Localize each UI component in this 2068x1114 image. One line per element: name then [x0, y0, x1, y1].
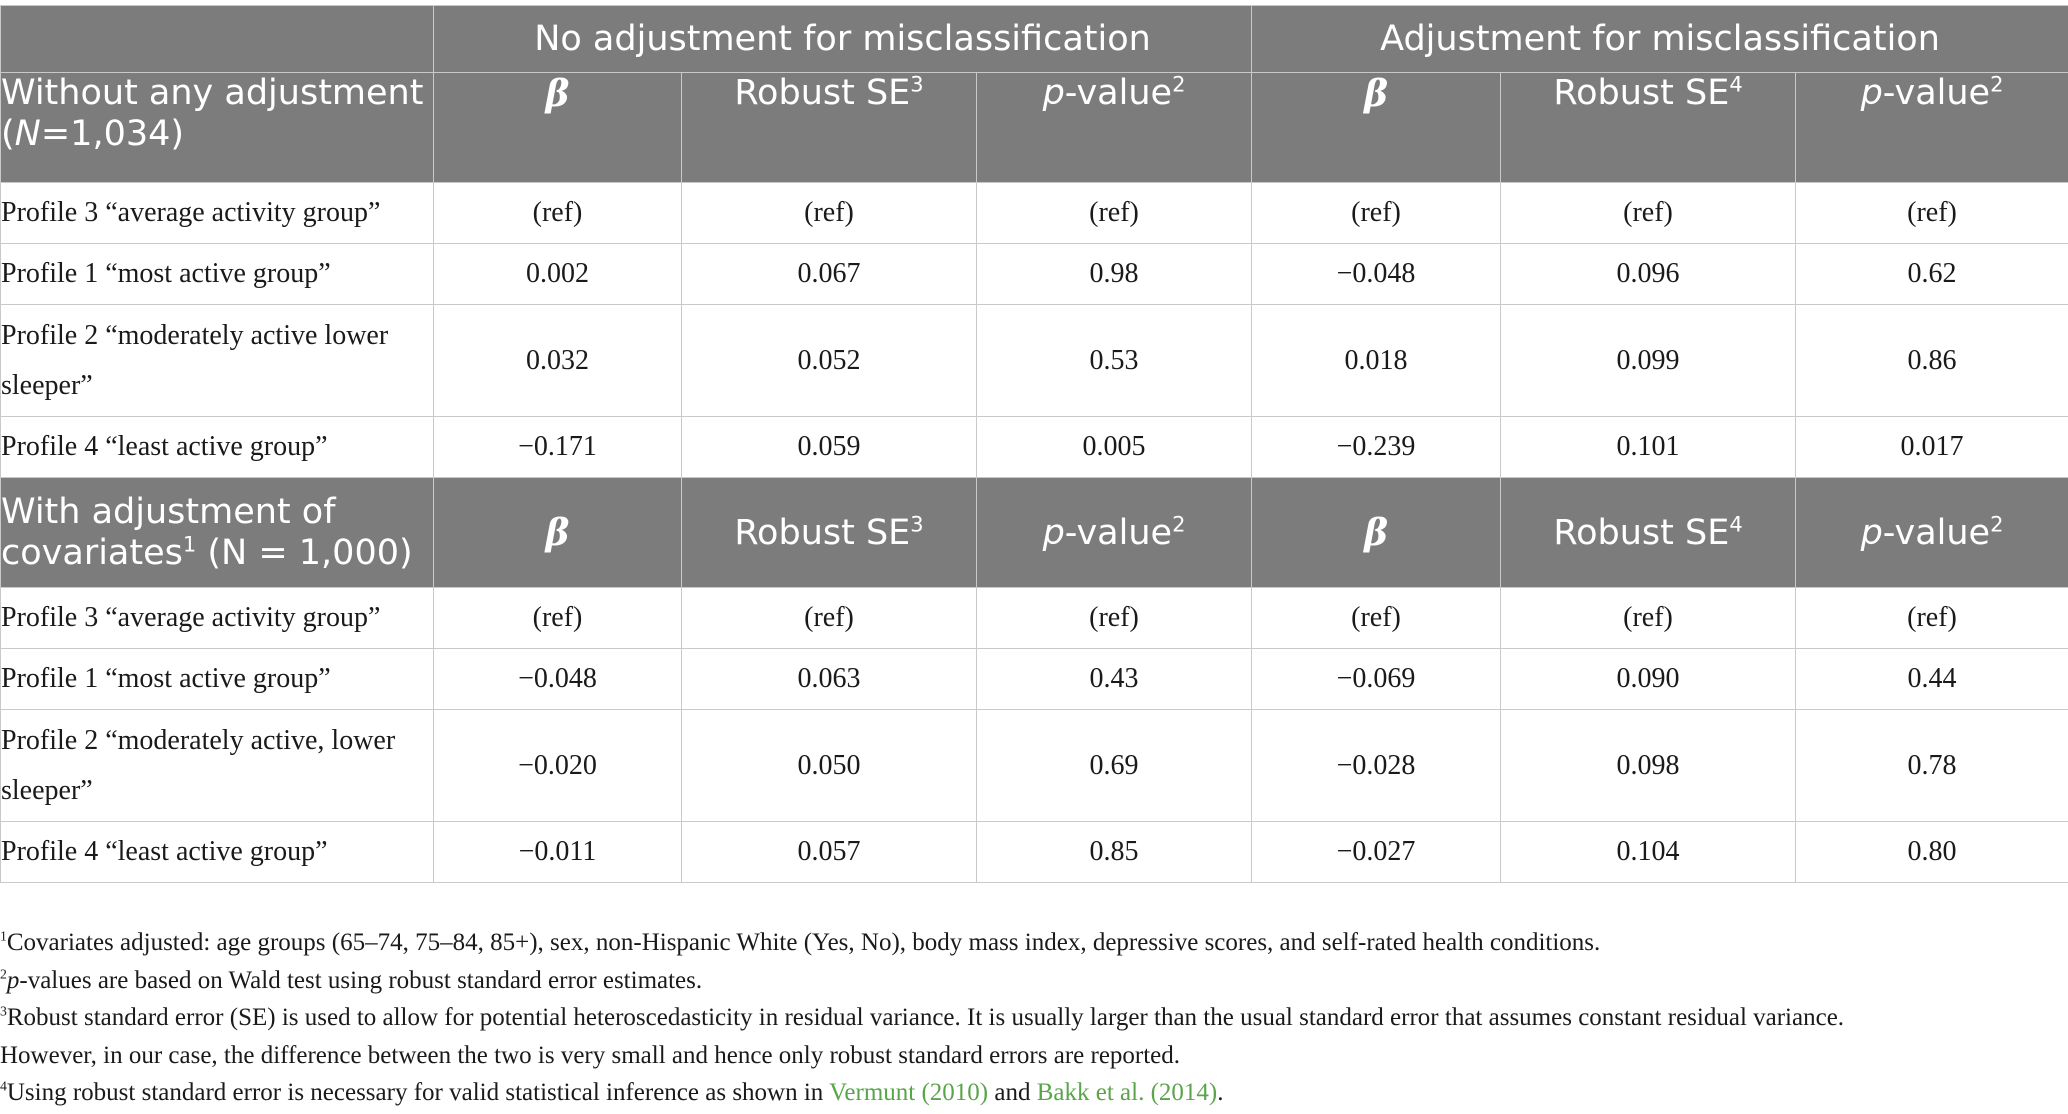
col-p-value-adjusted: p-value$^2$	[1796, 73, 2068, 183]
cell: 0.018	[1252, 305, 1501, 417]
group-header-adjustment: Adjustment for misclassification	[1252, 6, 2068, 73]
cell: 0.104	[1501, 822, 1796, 883]
table-row	[1, 588, 2068, 649]
col-beta-adjusted: β	[1252, 478, 1501, 588]
section-header-row	[1, 478, 2068, 588]
cell: 0.44	[1796, 649, 2068, 710]
cell: 0.096	[1501, 244, 1796, 305]
cell: (ref)	[682, 183, 977, 244]
group-header-row	[1, 6, 2068, 73]
table-row	[1, 417, 2068, 478]
cell: 0.98	[977, 244, 1252, 305]
cell: −0.011	[434, 822, 682, 883]
table-row	[1, 244, 2068, 305]
table-row	[1, 305, 2068, 417]
cell: 0.032	[434, 305, 682, 417]
cell: −0.020	[434, 710, 682, 822]
cell: 0.052	[682, 305, 977, 417]
cell: −0.069	[1252, 649, 1501, 710]
col-beta: β	[434, 478, 682, 588]
row-label: Profile 4 “least active group”	[1, 417, 434, 478]
table-row	[1, 822, 2068, 883]
cell: (ref)	[434, 588, 682, 649]
cell: 0.050	[682, 710, 977, 822]
cell: 0.059	[682, 417, 977, 478]
table-row	[1, 183, 2068, 244]
col-robust-se-adjusted: Robust $SE^4$	[1501, 478, 1796, 588]
row-label: Profile 4 “least active group”	[1, 822, 434, 883]
cell: −0.048	[1252, 244, 1501, 305]
cell: (ref)	[1796, 183, 2068, 244]
footnotes	[0, 924, 2060, 1112]
cell: 0.43	[977, 649, 1252, 710]
col-p-value: p-value$^2$	[977, 478, 1252, 588]
cell: (ref)	[682, 588, 977, 649]
cell: 0.098	[1501, 710, 1796, 822]
cell: 0.099	[1501, 305, 1796, 417]
cell: (ref)	[977, 183, 1252, 244]
col-robust-se: Robust $SE^3$	[682, 73, 977, 183]
col-robust-se: Robust $SE^3$	[682, 478, 977, 588]
footnote-3: $^3$Robust standard error (SE) is used to allow for potential heteroscedasticity in residual variance. It is usually larger than the usual standard error that assumes constant residual variance.	[0, 1003, 1845, 1031]
row-label: Profile 2 “moderately active lower sleeper”	[1, 305, 434, 417]
cell: (ref)	[1252, 588, 1501, 649]
cell: 0.101	[1501, 417, 1796, 478]
cell: 0.057	[682, 822, 977, 883]
cell: 0.017	[1796, 417, 2068, 478]
row-label: Profile 3 “average activity group”	[1, 588, 434, 649]
footnote-1: $^1$Covariates adjusted: age groups (65–74, 75–84, 85+), sex, non-Hispanic White (Yes, No), body mass index, depressive scores, and self-rated health conditions.	[0, 928, 1601, 956]
row-label: Profile 1 “most active group”	[1, 649, 434, 710]
cell: 0.80	[1796, 822, 2068, 883]
cell: (ref)	[1796, 588, 2068, 649]
row-label: Profile 1 “most active group”	[1, 244, 434, 305]
footnote-2: $^2$p-values are based on Wald test using robust standard error estimates.	[0, 966, 703, 994]
cell: 0.005	[977, 417, 1252, 478]
table-row	[1, 710, 2068, 822]
cell: 0.69	[977, 710, 1252, 822]
cell: 0.62	[1796, 244, 2068, 305]
table-row	[1, 649, 2068, 710]
col-p-value: p-value$^2$	[977, 73, 1252, 183]
cell: 0.090	[1501, 649, 1796, 710]
col-beta: β	[434, 73, 682, 183]
section-label: Without any adjustment (N=1,034)	[1, 73, 434, 183]
footnote-4: $^4$Using robust standard error is necessary for valid statistical inference as shown in Vermunt (2010) and Bakk et al. (2014).	[0, 1078, 1224, 1106]
cell: 0.78	[1796, 710, 2068, 822]
cell: (ref)	[1501, 588, 1796, 649]
cell: (ref)	[1501, 183, 1796, 244]
cell: 0.85	[977, 822, 1252, 883]
cell: (ref)	[434, 183, 682, 244]
cell: −0.048	[434, 649, 682, 710]
reference-link-bakk[interactable]: Bakk et al. (2014)	[1036, 1079, 1218, 1106]
cell: −0.171	[434, 417, 682, 478]
reference-link-vermunt[interactable]: Vermunt (2010)	[829, 1079, 989, 1106]
header-corner	[1, 6, 434, 73]
col-beta-adjusted: β	[1252, 73, 1501, 183]
col-p-value-adjusted: p-value$^2$	[1796, 478, 2068, 588]
cell: (ref)	[1252, 183, 1501, 244]
row-label: Profile 3 “average activity group”	[1, 183, 434, 244]
cell: −0.027	[1252, 822, 1501, 883]
row-label: Profile 2 “moderately active, lower sleeper”	[1, 710, 434, 822]
cell: −0.028	[1252, 710, 1501, 822]
section-label: With adjustment of covariates$^1$ (N = 1,000)	[1, 478, 434, 588]
footnote-3-continued: However, in our case, the difference between the two is very small and hence only robust standard errors are reported.	[0, 1041, 1181, 1069]
cell: 0.002	[434, 244, 682, 305]
cell: (ref)	[977, 588, 1252, 649]
section-header-row	[1, 73, 2068, 183]
group-header-no-adjustment: No adjustment for misclassification	[434, 6, 1252, 73]
cell: 0.86	[1796, 305, 2068, 417]
results-table	[0, 5, 2068, 883]
cell: −0.239	[1252, 417, 1501, 478]
cell: 0.063	[682, 649, 977, 710]
col-robust-se-adjusted: Robust $SE^4$	[1501, 73, 1796, 183]
cell: 0.53	[977, 305, 1252, 417]
cell: 0.067	[682, 244, 977, 305]
